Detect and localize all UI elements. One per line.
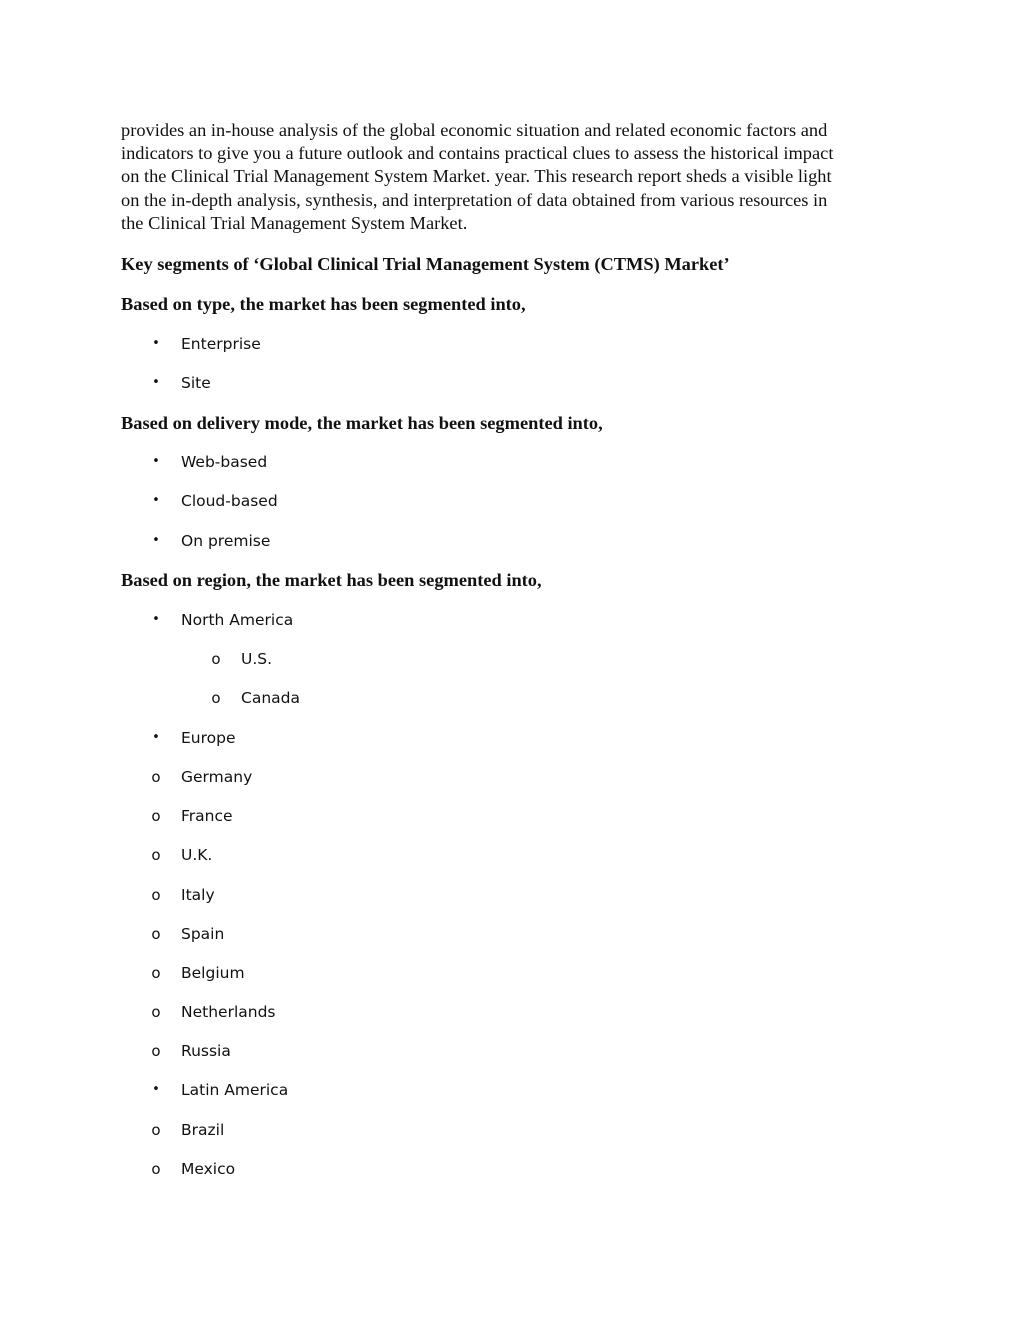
sub-list-item-label: U.S. (241, 650, 273, 668)
intro-line: provides an in-house analysis of the global economic situation and related economic factors and (121, 120, 828, 140)
sub-list-item-label: Italy (181, 886, 215, 904)
sub-bullet-marker: o (151, 1003, 161, 1021)
intro-line: on the in-depth analysis, synthesis, and interpretation of data obtained from various resources in (121, 189, 828, 210)
sub-list-item-label: Brazil (181, 1121, 225, 1139)
key-segments-heading: Key segments of ‘Global Clinical Trial Management System (CTMS) Market’ (121, 254, 730, 274)
sub-bullet-marker: o (151, 886, 161, 904)
type-section-heading: Based on type, the market has been segmented into, (121, 294, 526, 314)
list-item-label: North America (181, 611, 294, 629)
intro-line: indicators to give you a future outlook and contains practical clues to assess the historical impact (121, 143, 834, 164)
sub-bullet-marker: o (151, 925, 161, 943)
sub-bullet-marker: o (211, 650, 221, 668)
list-item-label: Web-based (181, 453, 268, 471)
sub-list-item-label: Belgium (181, 964, 245, 982)
sub-list-item-label: Mexico (181, 1160, 236, 1178)
intro-paragraph (121, 119, 911, 235)
bullet-marker: • (152, 533, 160, 548)
bullet-marker: • (152, 375, 160, 390)
list-item-label: Latin America (181, 1081, 289, 1099)
bullet-marker: • (152, 336, 160, 351)
sub-bullet-marker: o (151, 1042, 161, 1060)
region-section-heading: Based on region, the market has been segmented into, (121, 570, 542, 590)
intro-line: the Clinical Trial Management System Market. (121, 212, 468, 233)
sub-list-item-label: France (181, 807, 233, 825)
sub-bullet-marker: o (151, 1121, 161, 1139)
sub-list-item-label: U.K. (181, 846, 213, 864)
sub-bullet-marker: o (151, 768, 161, 786)
list-item-label: Site (181, 374, 211, 392)
list-item-label: Enterprise (181, 335, 261, 353)
sub-bullet-marker: o (151, 807, 161, 825)
bullet-marker: • (152, 730, 160, 745)
bullet-marker: • (152, 612, 160, 627)
sub-bullet-marker: o (151, 964, 161, 982)
list-item-label: Europe (181, 729, 236, 747)
sub-bullet-marker: o (211, 689, 221, 707)
delivery-section-heading: Based on delivery mode, the market has been segmented into, (121, 413, 603, 433)
sub-list-item-label: Spain (181, 925, 225, 943)
list-item-label: On premise (181, 532, 271, 550)
sub-list-item-label: Canada (241, 689, 300, 707)
sub-bullet-marker: o (151, 846, 161, 864)
intro-line: on the Clinical Trial Management System Market. year. This research report sheds a visible light (121, 166, 832, 187)
sub-list-item-label: Germany (181, 768, 253, 786)
bullet-marker: • (152, 454, 160, 469)
sub-bullet-marker: o (151, 1160, 161, 1178)
list-item-label: Cloud-based (181, 492, 278, 510)
sub-list-item-label: Netherlands (181, 1003, 276, 1021)
bullet-marker: • (152, 1082, 160, 1097)
bullet-marker: • (152, 493, 160, 508)
sub-list-item-label: Russia (181, 1042, 231, 1060)
